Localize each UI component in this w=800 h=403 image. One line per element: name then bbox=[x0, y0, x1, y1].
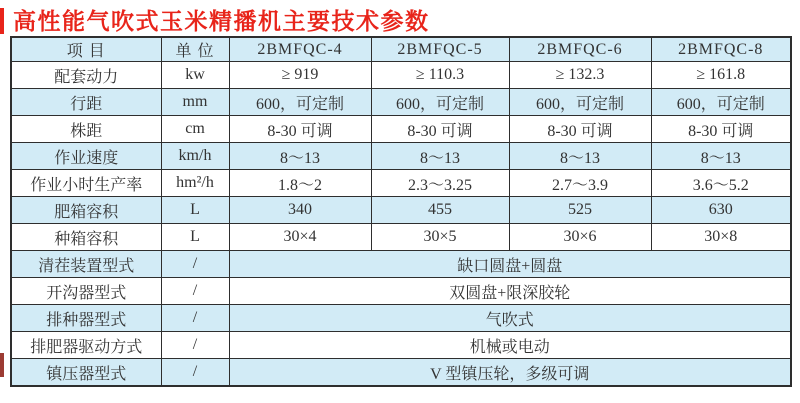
cell-merged-value: 双圆盘+限深胶轮 bbox=[229, 278, 791, 305]
table-row-hourly-productivity bbox=[11, 170, 791, 197]
cell-value: 30×6 bbox=[509, 224, 651, 251]
cell-item: 株距 bbox=[11, 116, 161, 143]
cell-merged-value: 气吹式 bbox=[229, 305, 791, 332]
cell-unit: L bbox=[161, 197, 229, 224]
cell-value: 1.8～2 bbox=[229, 170, 371, 197]
cell-unit: mm bbox=[161, 89, 229, 116]
cell-item: 行距 bbox=[11, 89, 161, 116]
left-edge-red-artifact-bottom bbox=[0, 353, 4, 377]
cell-value: 8-30 可调 bbox=[651, 116, 791, 143]
cell-merged-value: 缺口圆盘+圆盘 bbox=[229, 251, 791, 278]
cell-item: 清茬装置型式 bbox=[11, 251, 161, 278]
cell-unit: L bbox=[161, 224, 229, 251]
table-row-plant-spacing bbox=[11, 116, 791, 143]
cell-value: 455 bbox=[371, 197, 509, 224]
cell-value: 600，可定制 bbox=[509, 89, 651, 116]
table-row-fertilizer-box-capacity bbox=[11, 197, 791, 224]
table-row-seed-box-capacity bbox=[11, 224, 791, 251]
cell-item: 开沟器型式 bbox=[11, 278, 161, 305]
table-header-row bbox=[11, 37, 791, 62]
cell-value: ≥ 132.3 bbox=[509, 62, 651, 89]
cell-item: 种箱容积 bbox=[11, 224, 161, 251]
column-header-model-4: 2BMFQC-8 bbox=[651, 37, 791, 62]
cell-value: ≥ 161.8 bbox=[651, 62, 791, 89]
page-title: 高性能气吹式玉米精播机主要技术参数 bbox=[13, 9, 430, 34]
cell-value: 600，可定制 bbox=[229, 89, 371, 116]
cell-value: 8～13 bbox=[371, 143, 509, 170]
table-row-row-spacing bbox=[11, 89, 791, 116]
cell-item: 排肥器驱动方式 bbox=[11, 332, 161, 359]
table-row-furrow-opener-type bbox=[11, 278, 791, 305]
table-row-stubble-cleaner-type bbox=[11, 251, 791, 278]
left-edge-red-artifact-top bbox=[0, 8, 4, 34]
spec-table bbox=[10, 36, 792, 387]
column-header-unit: 单 位 bbox=[161, 37, 229, 62]
cell-unit: / bbox=[161, 251, 229, 278]
cell-merged-value: 机械或电动 bbox=[229, 332, 791, 359]
column-header-item: 项 目 bbox=[11, 37, 161, 62]
cell-value: 8～13 bbox=[509, 143, 651, 170]
cell-item: 作业小时生产率 bbox=[11, 170, 161, 197]
cell-value: 8-30 可调 bbox=[509, 116, 651, 143]
cell-merged-value: V 型镇压轮，多级可调 bbox=[229, 359, 791, 387]
cell-unit: cm bbox=[161, 116, 229, 143]
cell-unit: kw bbox=[161, 62, 229, 89]
cell-value: 525 bbox=[509, 197, 651, 224]
table-row-press-wheel-type bbox=[11, 359, 791, 387]
cell-value: 8～13 bbox=[229, 143, 371, 170]
cell-value: 8～13 bbox=[651, 143, 791, 170]
column-header-model-3: 2BMFQC-6 bbox=[509, 37, 651, 62]
table-row-fertilizer-drive-mode bbox=[11, 332, 791, 359]
cell-value: 30×5 bbox=[371, 224, 509, 251]
cell-value: 30×4 bbox=[229, 224, 371, 251]
cell-value: 600，可定制 bbox=[371, 89, 509, 116]
cell-value: 630 bbox=[651, 197, 791, 224]
cell-unit: km/h bbox=[161, 143, 229, 170]
cell-item: 镇压器型式 bbox=[11, 359, 161, 387]
cell-unit: / bbox=[161, 359, 229, 387]
cell-value: 8-30 可调 bbox=[371, 116, 509, 143]
cell-item: 作业速度 bbox=[11, 143, 161, 170]
cell-value: 3.6～5.2 bbox=[651, 170, 791, 197]
cell-item: 排种器型式 bbox=[11, 305, 161, 332]
cell-value: ≥ 919 bbox=[229, 62, 371, 89]
cell-value: 30×8 bbox=[651, 224, 791, 251]
table-row-working-speed bbox=[11, 143, 791, 170]
table-row-seed-meter-type bbox=[11, 305, 791, 332]
table-row-matched-power bbox=[11, 62, 791, 89]
cell-item: 配套动力 bbox=[11, 62, 161, 89]
cell-value: 600，可定制 bbox=[651, 89, 791, 116]
cell-value: 340 bbox=[229, 197, 371, 224]
column-header-model-2: 2BMFQC-5 bbox=[371, 37, 509, 62]
cell-unit: hm²/h bbox=[161, 170, 229, 197]
cell-value: ≥ 110.3 bbox=[371, 62, 509, 89]
cell-value: 2.3～3.25 bbox=[371, 170, 509, 197]
cell-item: 肥箱容积 bbox=[11, 197, 161, 224]
column-header-model-1: 2BMFQC-4 bbox=[229, 37, 371, 62]
cell-unit: / bbox=[161, 278, 229, 305]
cell-unit: / bbox=[161, 305, 229, 332]
cell-value: 2.7～3.9 bbox=[509, 170, 651, 197]
cell-value: 8-30 可调 bbox=[229, 116, 371, 143]
cell-unit: / bbox=[161, 332, 229, 359]
